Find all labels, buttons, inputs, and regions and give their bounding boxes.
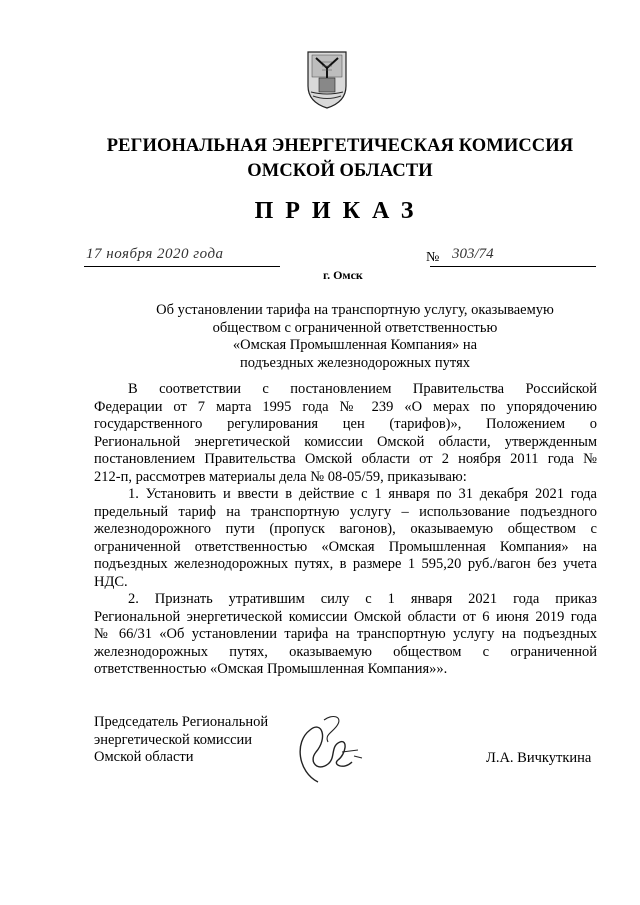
document-date: 17 ноября 2020 года	[86, 246, 224, 262]
number-prefix: №	[426, 250, 440, 265]
body-line: железнодорожных путях, оказываемую обществом с ограниченной	[94, 643, 597, 660]
body-line: постановлением Правительства Омской области от 2 ноября 2011 года №	[94, 451, 597, 467]
document-body	[94, 381, 597, 679]
body-line: Региональной энергетической комиссии Омской области от 6 июня 2019 года	[94, 608, 597, 625]
number-underline	[430, 266, 596, 267]
body-line: № 66/31 «Об установлении тарифа на транспортную услугу на подъездных	[94, 626, 597, 642]
date-underline	[84, 266, 280, 267]
subject-line: «Омская Промышленная Компания» на	[232, 337, 478, 353]
organization-name-line2: ОМСКОЙ ОБЛАСТИ	[247, 161, 433, 181]
body-line: В соответствии с постановлением Правительства Российской	[128, 381, 597, 397]
paragraph-preamble	[94, 381, 597, 486]
body-line: государственного регулирования цен (тарифов)», Положением о	[94, 416, 597, 432]
body-line: НДС.	[94, 573, 128, 590]
body-line: подъездных железнодорожных путях, в размере 1 595,20 руб./вагон без учета	[94, 556, 597, 572]
subject-line: подъездных железнодорожных путях	[240, 354, 470, 371]
subject-line: обществом с ограниченной ответственностью	[212, 319, 498, 336]
organization-name-line1: РЕГИОНАЛЬНАЯ ЭНЕРГЕТИЧЕСКАЯ КОМИССИЯ	[106, 136, 574, 156]
body-line: 212-п, рассмотрев материалы дела № 08-05/59, приказываю:	[94, 468, 467, 485]
city-label: г. Омск	[323, 268, 363, 282]
paragraph-item-2	[94, 591, 597, 679]
coat-of-arms-icon	[302, 48, 352, 110]
document-subject	[110, 302, 600, 372]
document-number: 303/74	[452, 246, 494, 262]
body-line: 1. Установить и ввести в действие с 1 января по 31 декабря 2021 года	[128, 486, 597, 502]
body-line: Региональной энергетической комиссии Омской области, утвержденным	[94, 433, 597, 450]
body-line: ответственностью «Омская Промышленная Компания»».	[94, 661, 448, 677]
body-line: Федерации от 7 марта 1995 года № 239 «О мерах по упорядочению	[94, 398, 597, 415]
document-type-title: ПРИКАЗ	[254, 198, 426, 224]
subject-line: Об установлении тарифа на транспортную услугу, оказываемую	[156, 302, 554, 318]
body-line: железнодорожного пути (пропуск вагонов), оказываемую обществом с	[94, 521, 597, 537]
position-line: Председатель Региональной	[94, 714, 269, 730]
position-line: энергетической комиссии	[94, 731, 253, 748]
signatory-position	[94, 714, 268, 767]
paragraph-item-1	[94, 486, 597, 591]
signatory-name: Л.А. Вичкуткина	[486, 750, 592, 766]
position-line: Омской области	[94, 749, 194, 765]
handwritten-signature-icon	[288, 712, 368, 790]
body-line: ограниченной ответственностью «Омская Промышленная Компания» на	[94, 538, 597, 555]
body-line: 2. Признать утратившим силу с 1 января 2021 года приказ	[128, 591, 597, 607]
body-line: предельный тариф на транспортную услугу – использование подъездного	[94, 503, 597, 520]
